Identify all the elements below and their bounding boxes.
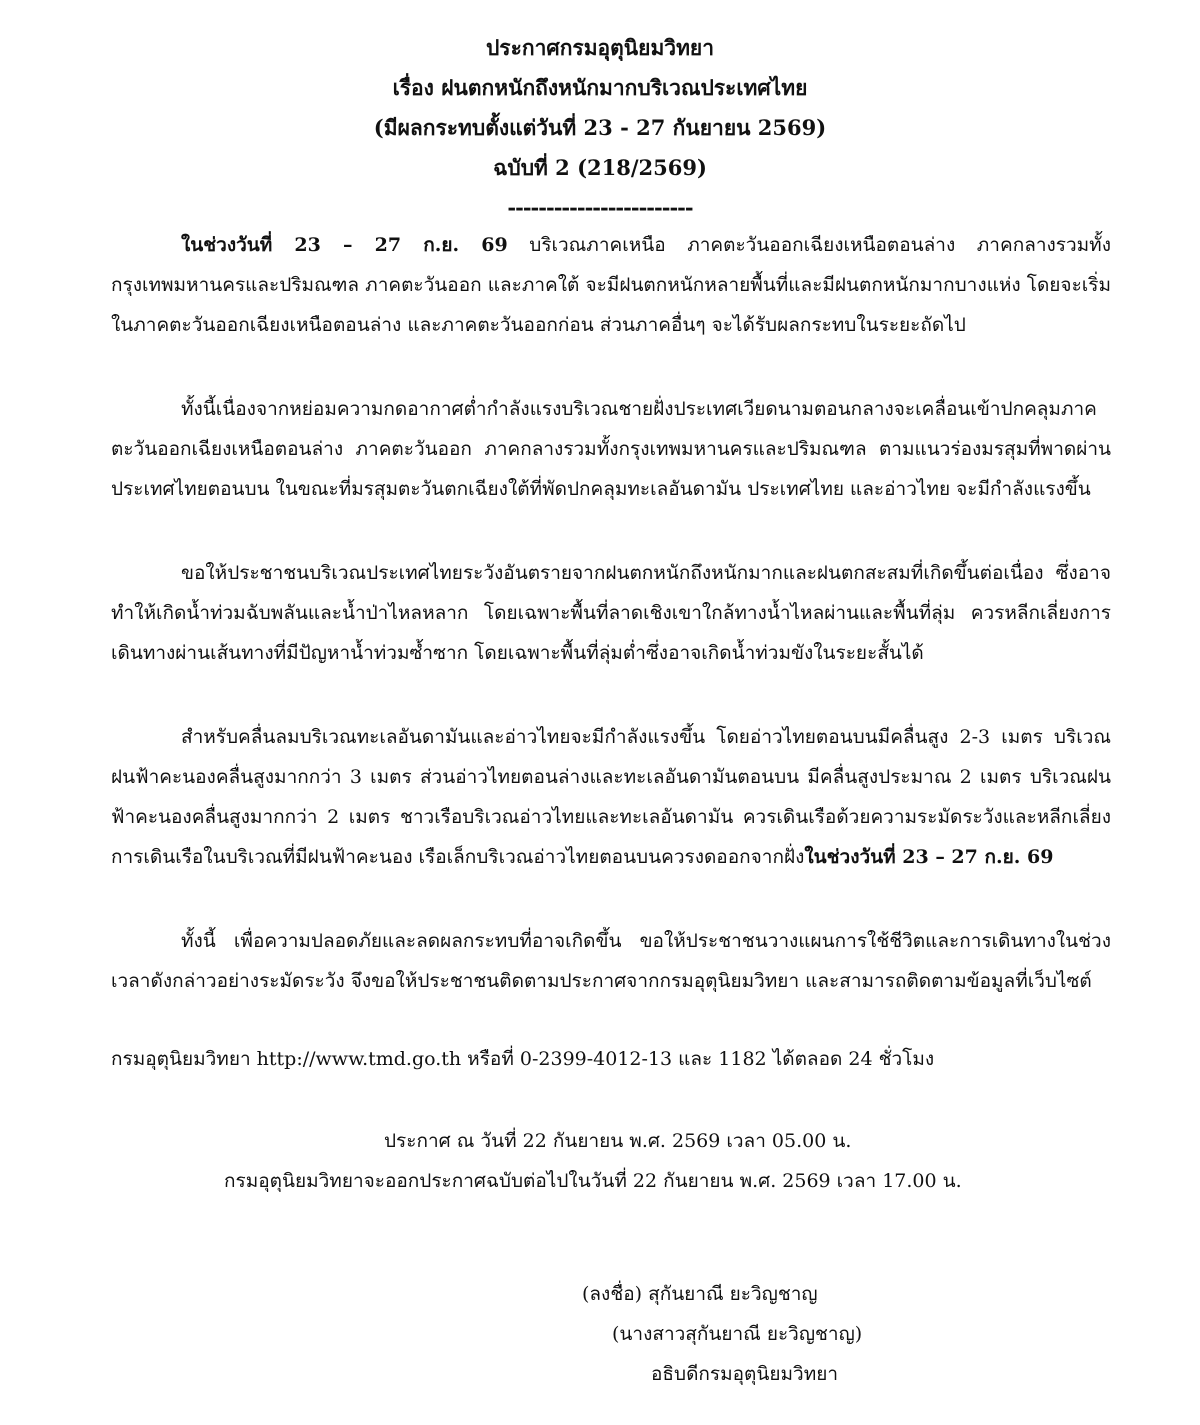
effective-period: (มีผลกระทบตั้งแต่วันที่ 23 - 27 กันยายน 2569): [373, 115, 827, 140]
issue-number: ฉบับที่ 2 (218/2569): [493, 155, 707, 180]
sea-period-bold: ในช่วงวันที่ 23 – 27 ก.ย. 69: [804, 846, 1054, 868]
announcement-date: ประกาศ ณ วันที่ 22 กันยายน พ.ศ. 2569 เวลา 05.00 น.: [384, 1130, 852, 1152]
document-header: [0, 28, 1200, 228]
signer-name: (นางสาวสุกันยาณี ยะวิญชาญ): [612, 1323, 863, 1345]
paragraph-safety: ทั้งนี้ เพื่อความปลอดภัยและลดผลกระทบที่อาจเกิดขึ้น ขอให้ประชาชนวางแผนการใช้ชีวิตและการเดินทางในช่วงเวลาดังกล่าวอย่างระมัดระวัง จึงขอให้ประชาชนติดตามประกาศจากกรมอุตุนิยมวิทยา และสามารถติดตามข้อมูลที่เว็บไซต์: [111, 930, 1111, 992]
signature-line: (ลงชื่อ) สุกันยาณี ยะวิญชาญ: [582, 1283, 818, 1305]
header-separator: ------------------------: [507, 195, 693, 220]
forecast-text: บริเวณภาคเหนือ ภาคตะวันออกเฉียงเหนือตอนล่าง ภาคกลางรวมทั้งกรุงเทพมหานครและปริมณฑล ภาคตะวันออก และภาคใต้ จะมีฝนตกหนักหลายพื้นที่และมีฝนตกหนักมากบางแห่ง โดยจะเริ่มในภาคตะวันออกเฉียงเหนือตอนล่าง และภาคตะวันออกก่อน ส่วนภาคอื่นๆ จะได้รับผลกระทบในระยะถัดไป: [111, 234, 1111, 336]
subject-title: เรื่อง ฝนตกหนักถึงหนักมากบริเวณประเทศไทย: [392, 75, 808, 100]
paragraph-forecast: [111, 225, 1111, 345]
sea-conditions-text: สำหรับคลื่นลมบริเวณทะเลอันดามันและอ่าวไทยจะมีกำลังแรงขึ้น โดยอ่าวไทยตอนบนมีคลื่นสูง 2-3 เมตร บริเวณฝนฟ้าคะนองคลื่นสูงมากกว่า 3 เมตร ส่วนอ่าวไทยตอนล่างและทะเลอันดามันตอนบน มีคลื่นสูงประมาณ 2 เมตร บริเวณฝนฟ้าคะนองคลื่นสูงมากกว่า 2 เมตร ชาวเรือบริเวณอ่าวไทยและทะเลอันดามัน ควรเดินเรือด้วยความระมัดระวังและหลีกเลี่ยงการเดินเรือในบริเวณที่มีฝนฟ้าคะนอง เรือเล็กบริเวณอ่าวไทยตอนบนควรงดออกจากฝั่ง: [111, 726, 1111, 868]
next-announcement: กรมอุตุนิยมวิทยาจะออกประกาศฉบับต่อไปในวันที่ 22 กันยายน พ.ศ. 2569 เวลา 17.00 น.: [224, 1170, 962, 1192]
paragraph-sea-conditions: [111, 717, 1111, 877]
signer-title: อธิบดีกรมอุตุนิยมวิทยา: [651, 1363, 839, 1385]
agency-title: ประกาศกรมอุตุนิยมวิทยา: [485, 35, 715, 60]
contact-line: กรมอุตุนิยมวิทยา http://www.tmd.go.th หรือที่ 0-2399-4012-13 และ 1182 ได้ตลอด 24 ชั่วโมง: [111, 1048, 935, 1070]
forecast-period-bold: ในช่วงวันที่ 23 – 27 ก.ย. 69: [181, 234, 508, 256]
paragraph-warning: ขอให้ประชาชนบริเวณประเทศไทยระวังอันตรายจากฝนตกหนักถึงหนักมากและฝนตกสะสมที่เกิดขึ้นต่อเนื่อง ซึ่งอาจทำให้เกิดน้ำท่วมฉับพลันและน้ำป่าไหลหลาก โดยเฉพาะพื้นที่ลาดเชิงเขาใกล้ทางน้ำไหลผ่านและพื้นที่ลุ่ม ควรหลีกเลี่ยงการเดินทางผ่านเส้นทางที่มีปัญหาน้ำท่วมซ้ำซาก โดยเฉพาะพื้นที่ลุ่มต่ำซึ่งอาจเกิดน้ำท่วมขังในระยะสั้นได้: [111, 562, 1111, 664]
paragraph-cause: ทั้งนี้เนื่องจากหย่อมความกดอากาศต่ำกำลังแรงบริเวณชายฝั่งประเทศเวียดนามตอนกลางจะเคลื่อนเข้าปกคลุมภาคตะวันออกเฉียงเหนือตอนล่าง ภาคตะวันออก ภาคกลางรวมทั้งกรุงเทพมหานครและปริมณฑล ตามแนวร่องมรสุมที่พาดผ่านประเทศไทยตอนบน ในขณะที่มรสุมตะวันตกเฉียงใต้ที่พัดปกคลุมทะเลอันดามัน ประเทศไทย และอ่าวไทย จะมีกำลังแรงขึ้น: [111, 398, 1111, 500]
